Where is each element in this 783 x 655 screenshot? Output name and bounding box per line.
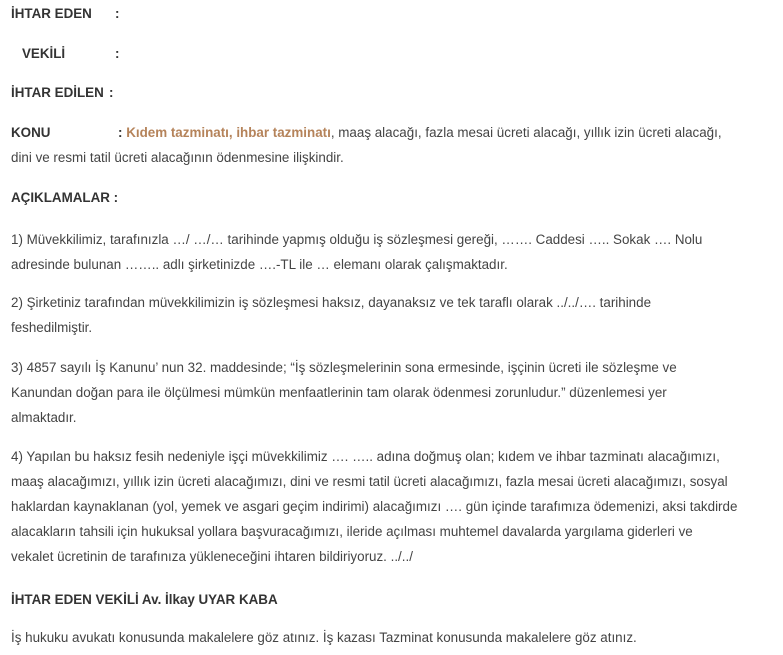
paragraph-1: [11, 227, 777, 277]
ihtar-edilen-label: İHTAR EDİLEN: [11, 85, 104, 100]
signature: İHTAR EDEN VEKİLİ Av. İlkay UYAR KABA: [11, 592, 278, 607]
paragraph-line: 1) Müvekkilimiz, tarafınızla …/ …/… tarihinde yapmış olduğu iş sözleşmesi gereği, ……. Caddesi ….. Sokak …. Nolu: [11, 232, 703, 247]
paragraph-line: haklardan kaynaklanan (yol, yemek ve asgari geçim indirimi) alacağımızı …. gün içinde tarafımıza ödemenizi, aksi takdirde: [11, 499, 738, 514]
ihtar-eden-colon: :: [115, 6, 120, 21]
paragraph-4: [11, 444, 777, 569]
paragraph-line: 2) Şirketiniz tarafından müvekkilimizin iş sözleşmesi haksız, dayanaksız ve tek taraflı olarak ../../…. tarihinde: [11, 295, 652, 310]
paragraph-line: maaş alacağımızı, yıllık izin ücreti alacağımızı, dini ve resmi tatil ücreti alacağımızı, fazla mesai ücreti alacağımızı, sosyal: [11, 474, 728, 489]
konu-line-2: dini ve resmi tatil ücreti alacağının ödenmesine ilişkindir.: [11, 150, 344, 165]
konu-colon: :: [118, 125, 123, 140]
paragraph-line: 4) Yapılan bu haksız fesih nedeniyle işçi müvekkilimiz …. ….. adına doğmuş olan; kıdem ve ihbar tazminatı alacağımızı,: [11, 449, 720, 464]
vekili-colon: :: [115, 46, 120, 61]
paragraph-line: feshedilmiştir.: [11, 320, 93, 335]
vekili-label: VEKİLİ: [22, 46, 66, 61]
paragraph-3: [11, 355, 777, 430]
konu-text: [118, 125, 722, 140]
aciklamalar-title: AÇIKLAMALAR :: [11, 190, 119, 205]
paragraph-line: almaktadır.: [11, 410, 77, 425]
ihtar-eden-label: İHTAR EDEN: [11, 6, 92, 21]
ihtar-edilen-colon: :: [109, 85, 114, 100]
paragraph-line: vekalet ücretinin de tarafınıza yükleneceğini ihtaren bildiriyoruz. ../../: [11, 549, 413, 564]
paragraph-line: alacakların tahsili için hukuksal yollara başvuracağımızı, ileride açılması muhtemel davalarda yargılama giderleri ve: [11, 524, 693, 539]
paragraph-line: Kanundan doğan para ile ölçülmesi mümkün menfaatlerinin tam olarak ödenmesi zorunludur.” düzenlemesi yer: [11, 385, 667, 400]
paragraph-2: [11, 290, 777, 340]
konu-rest: , maaş alacağı, fazla mesai ücreti alacağı, yıllık izin ücreti alacağı,: [330, 125, 722, 140]
konu-label: KONU: [11, 125, 51, 140]
konu-highlight-link[interactable]: Kıdem tazminatı, ihbar tazminatı: [126, 125, 331, 140]
footer-links[interactable]: İş hukuku avukatı konusunda makalelere göz atınız. İş kazası Tazminat konusunda makalelere göz atınız.: [11, 630, 637, 645]
paragraph-line: 3) 4857 sayılı İş Kanunu’ nun 32. maddesinde; “İş sözleşmelerinin sona ermesinde, işçinin ücreti ile sözleşme ve: [11, 360, 677, 375]
paragraph-line: adresinde bulunan …….. adlı şirketinizde ….-TL ile … elemanı olarak çalışmaktadır.: [11, 257, 508, 272]
